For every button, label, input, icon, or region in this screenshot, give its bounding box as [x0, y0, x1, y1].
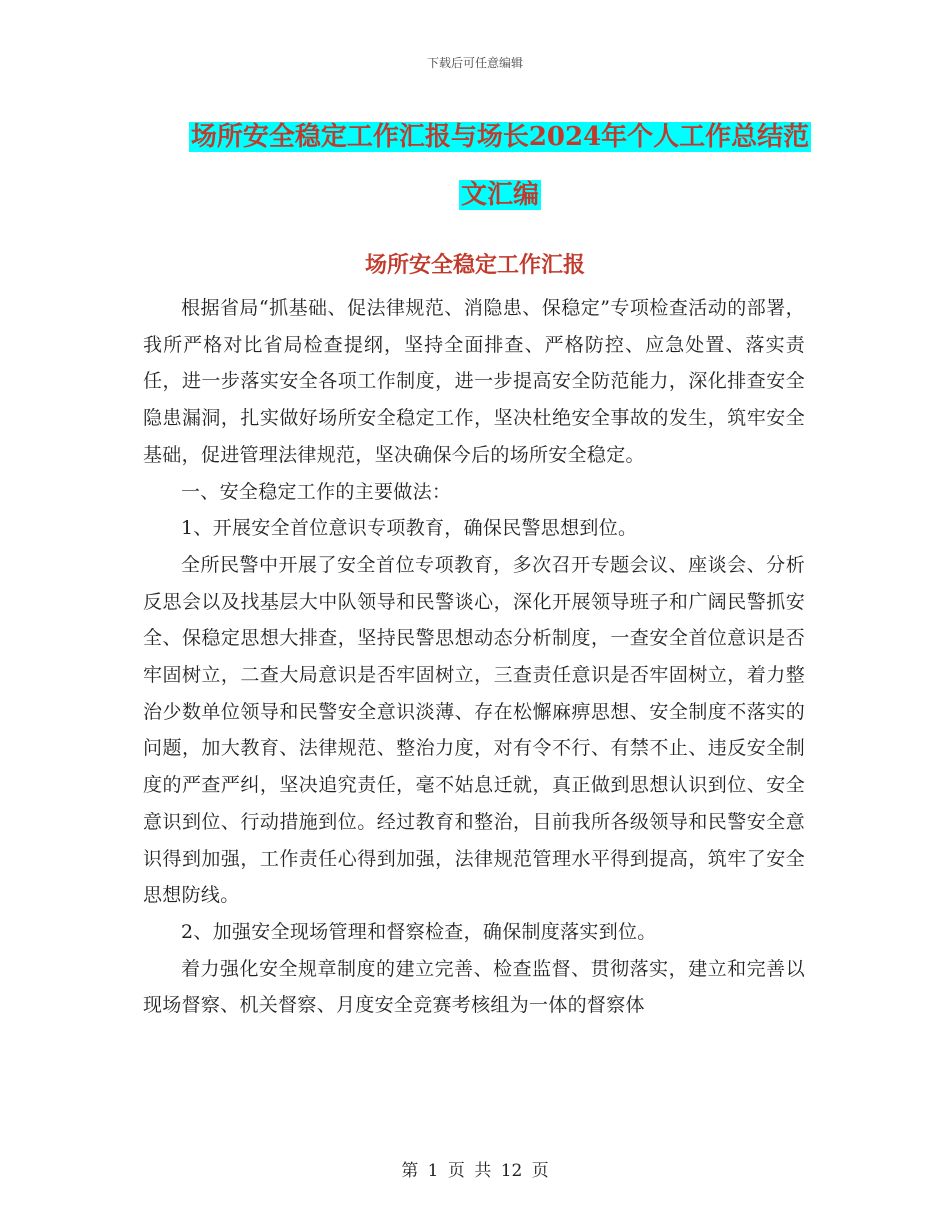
paragraph: 根据省局“抓基础、促法律规范、消隐患、保稳定”专项检查活动的部署，我所严格对比省局检查提纲，坚持全面排查、严格防控、应急处置、落实责任，进一步落实安全各项工作制度，进一步提高安全防范能力，深化排查安全隐患漏洞，扎实做好场所安全稳定工作，坚决杜绝安全事故的发生，筑牢安全基础，促进管理法律规范，坚决确保今后的场所安全稳定。	[143, 297, 805, 466]
paragraph: 2、加强安全现场管理和督察检查，确保制度落实到位。	[181, 920, 657, 943]
paragraph: 全所民警中开展了安全首位专项教育，多次召开专题会议、座谈会、分析反思会以及找基层大中队领导和民警谈心，深化开展领导班子和广阔民警抓安全、保稳定思想大排查，坚持民警思想动态分析制度，一查安全首位意识是否牢固树立，二查大局意识是否牢固树立，三查责任意识是否牢固树立，着力整治少数单位领导和民警安全意识淡薄、存在松懈麻痹思想、安全制度不落实的问题，加大教育、法律规范、整治力度，对有令不行、有禁不止、违反安全制度的严查严纠，坚决追究责任，毫不姑息迁就，真正做到思想认识到位、安全意识到位、行动措施到位。经过教育和整治，目前我所各级领导和民警安全意识得到加强，工作责任心得到加强，法律规范管理水平得到提高，筑牢了安全思想防线。	[143, 553, 805, 907]
paragraph: 一、安全稳定工作的主要做法：	[181, 480, 452, 503]
header-note: 下载后可任意编辑	[426, 56, 523, 70]
paragraph: 着力强化安全规章制度的建立完善、检查监督、贯彻落实，建立和完善以现场督察、机关督察、月度安全竞赛考核组为一体的督察体	[143, 957, 805, 1017]
body-text	[143, 290, 805, 1024]
document-title-line-1: 场所安全稳定工作汇报与场长2024年个人工作总结范	[190, 122, 810, 152]
paragraph: 1、开展安全首位意识专项教育，确保民警思想到位。	[181, 517, 638, 540]
page-number-footer: 第 1 页 共 12 页	[401, 1161, 549, 1181]
document-title	[150, 108, 850, 224]
document-title-line-2: 文汇编	[460, 180, 539, 210]
section-title: 场所安全稳定工作汇报	[364, 252, 585, 278]
